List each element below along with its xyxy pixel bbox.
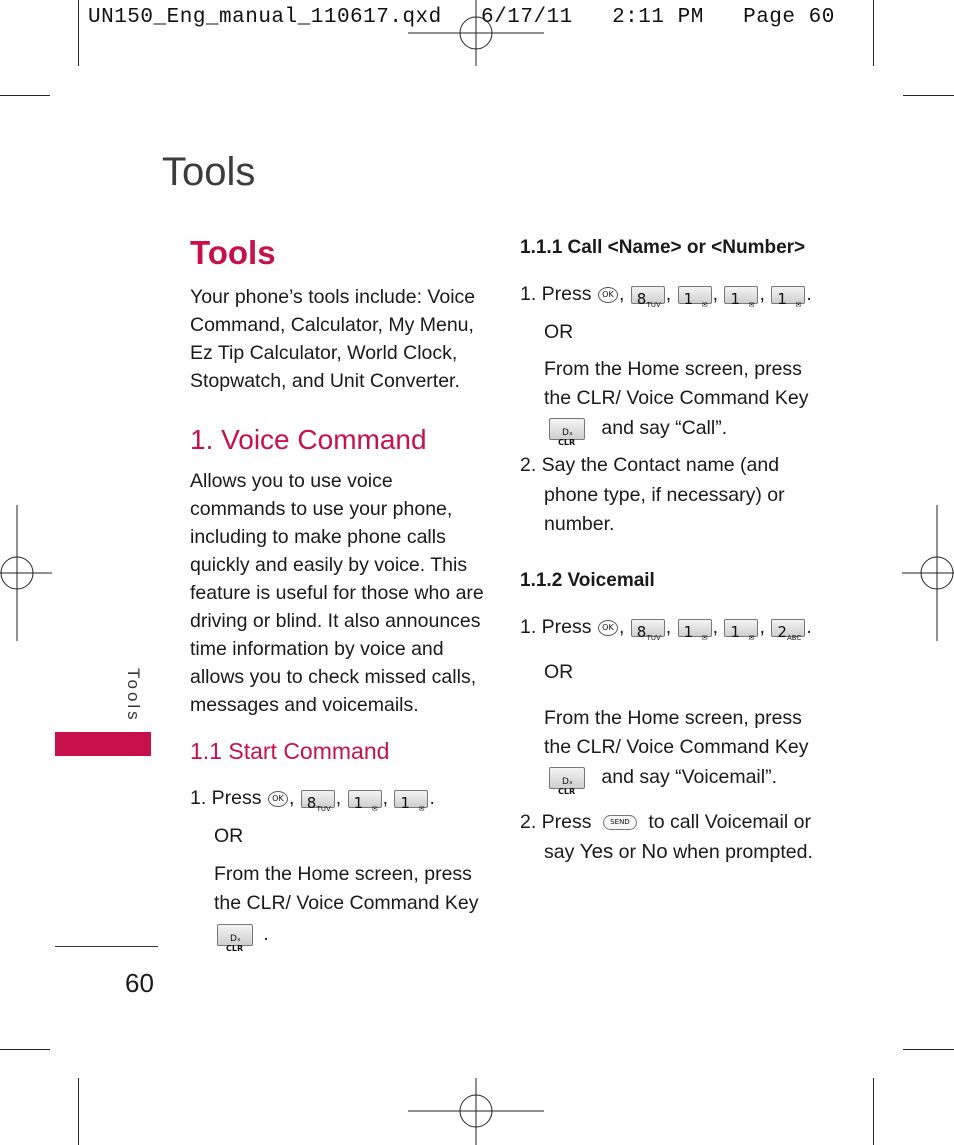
from-home-text [544,355,834,412]
body-text: when prompted. [673,841,813,863]
body-line: 2. Say the Contact name (and [520,454,780,476]
key-1-icon: 1 ✉ [348,790,382,808]
voicemail-step-1: 1. Press OK , 8 TUV , 1 ✉ , 1 ✉ , 2 ABC . [520,616,812,642]
body-line: and say “Voicemail”. [601,766,777,788]
crop-mark [903,1049,954,1050]
side-tab-label: Tools [124,668,143,723]
voice-command-description [190,467,490,719]
crop-mark [78,0,79,66]
crop-mark [0,1049,50,1050]
body-line: allows you to check missed calls, [190,666,477,688]
key-1-icon: 1 ✉ [771,286,805,304]
body-line: quickly and easily by voice. This [190,554,468,576]
body-line: the CLR/ Voice Command Key [544,387,809,409]
registration-mark-right [902,505,954,641]
registration-mark-bottom [408,1078,544,1145]
step-text: 1. Press [520,616,592,638]
body-line: From the Home screen, press [544,358,802,380]
no-keyword: No [641,840,668,863]
side-tab-bar [55,732,151,756]
from-home-text [544,704,834,761]
start-command-step-1: 1. Press OK , 8 TUV , 1 ✉ , 1 ✉ . [190,787,435,813]
body-line: phone type, if necessary) or [544,484,785,506]
body-text: or [618,841,636,863]
slug-line: UN150_Eng_manual_110617.qxd 6/17/11 2:11 PM Page 60 [88,6,835,29]
crop-mark [78,1078,79,1145]
clr-voice-command-key-icon: Dₓ CLR [549,767,585,789]
ok-key-icon: OK [598,287,618,303]
heading-voicemail: 1.1.2 Voicemail [520,570,655,591]
running-head: Tools [162,150,256,194]
body-line: Allows you to use voice [190,470,393,492]
send-key-icon: SEND [603,815,637,830]
subsection-heading-start-command: 1.1 Start Command [190,738,390,764]
key-1-icon: 1 ✉ [394,790,428,808]
clr-key-line [216,920,269,953]
crop-mark [0,95,50,96]
or-text: OR [544,321,574,343]
page-number-rule [55,946,158,947]
clr-voice-command-key-icon: Dₓ CLR [549,418,585,440]
page-number: 60 [125,968,154,998]
period: . [263,923,269,945]
intro-line: Command, Calculator, My Menu, [190,314,474,336]
body-line: feature is useful for those who are [190,582,484,604]
clr-key-call-line [548,414,728,447]
key-2-icon: 2 ABC [771,619,805,637]
intro-line: Stopwatch, and Unit Converter. [190,370,460,392]
crop-mark [873,1078,874,1145]
body-line: including to make phone calls [190,526,446,548]
step-text: 1. Press [520,283,592,305]
body-line: the CLR/ Voice Command Key [214,892,479,914]
ok-key-icon: OK [268,791,288,807]
clr-voice-command-key-icon: Dₓ CLR [217,924,253,946]
voicemail-step-2 [520,808,811,836]
yes-keyword: Yes [579,840,614,863]
voicemail-step-2-line-2 [544,838,813,866]
ok-key-icon: OK [598,620,618,636]
key-1-icon: 1 ✉ [724,619,758,637]
intro-line: Your phone’s tools include: Voice [190,286,476,308]
key-1-icon: 1 ✉ [678,286,712,304]
key-8-icon: 8 TUV [301,790,335,808]
key-8-icon: 8 TUV [631,286,665,304]
intro-paragraph [190,283,490,395]
body-text: say [544,841,575,863]
from-home-text [214,860,494,917]
body-line: number. [544,513,615,535]
or-text: OR [214,825,244,847]
body-line: the CLR/ Voice Command Key [544,736,809,758]
section-heading-voice-command: 1. Voice Command [190,424,427,455]
registration-mark-left [0,505,52,641]
heading-call-name-number: 1.1.1 Call <Name> or <Number> [520,237,806,258]
or-text: OR [544,661,574,683]
body-line: From the Home screen, press [214,863,472,885]
crop-mark [873,0,874,66]
body-line: driving or blind. It also announces [190,610,481,632]
call-step-2 [520,451,820,538]
step-text: 1. Press [190,787,262,809]
key-1-icon: 1 ✉ [678,619,712,637]
body-line: and say “Call”. [601,417,728,439]
crop-mark [903,95,954,96]
body-line: commands to use your phone, [190,498,453,520]
intro-line: Ez Tip Calculator, World Clock, [190,342,458,364]
key-1-icon: 1 ✉ [724,286,758,304]
key-8-icon: 8 TUV [631,619,665,637]
body-line: time information by voice and [190,638,444,660]
call-step-1: 1. Press OK , 8 TUV , 1 ✉ , 1 ✉ , 1 ✉ . [520,283,812,309]
body-line: From the Home screen, press [544,707,802,729]
section-title-tools: Tools [190,234,276,271]
clr-key-voicemail-line [548,763,777,796]
body-line: to call Voicemail or [648,811,811,833]
step-text: 2. Press [520,811,592,833]
body-line: messages and voicemails. [190,694,419,716]
